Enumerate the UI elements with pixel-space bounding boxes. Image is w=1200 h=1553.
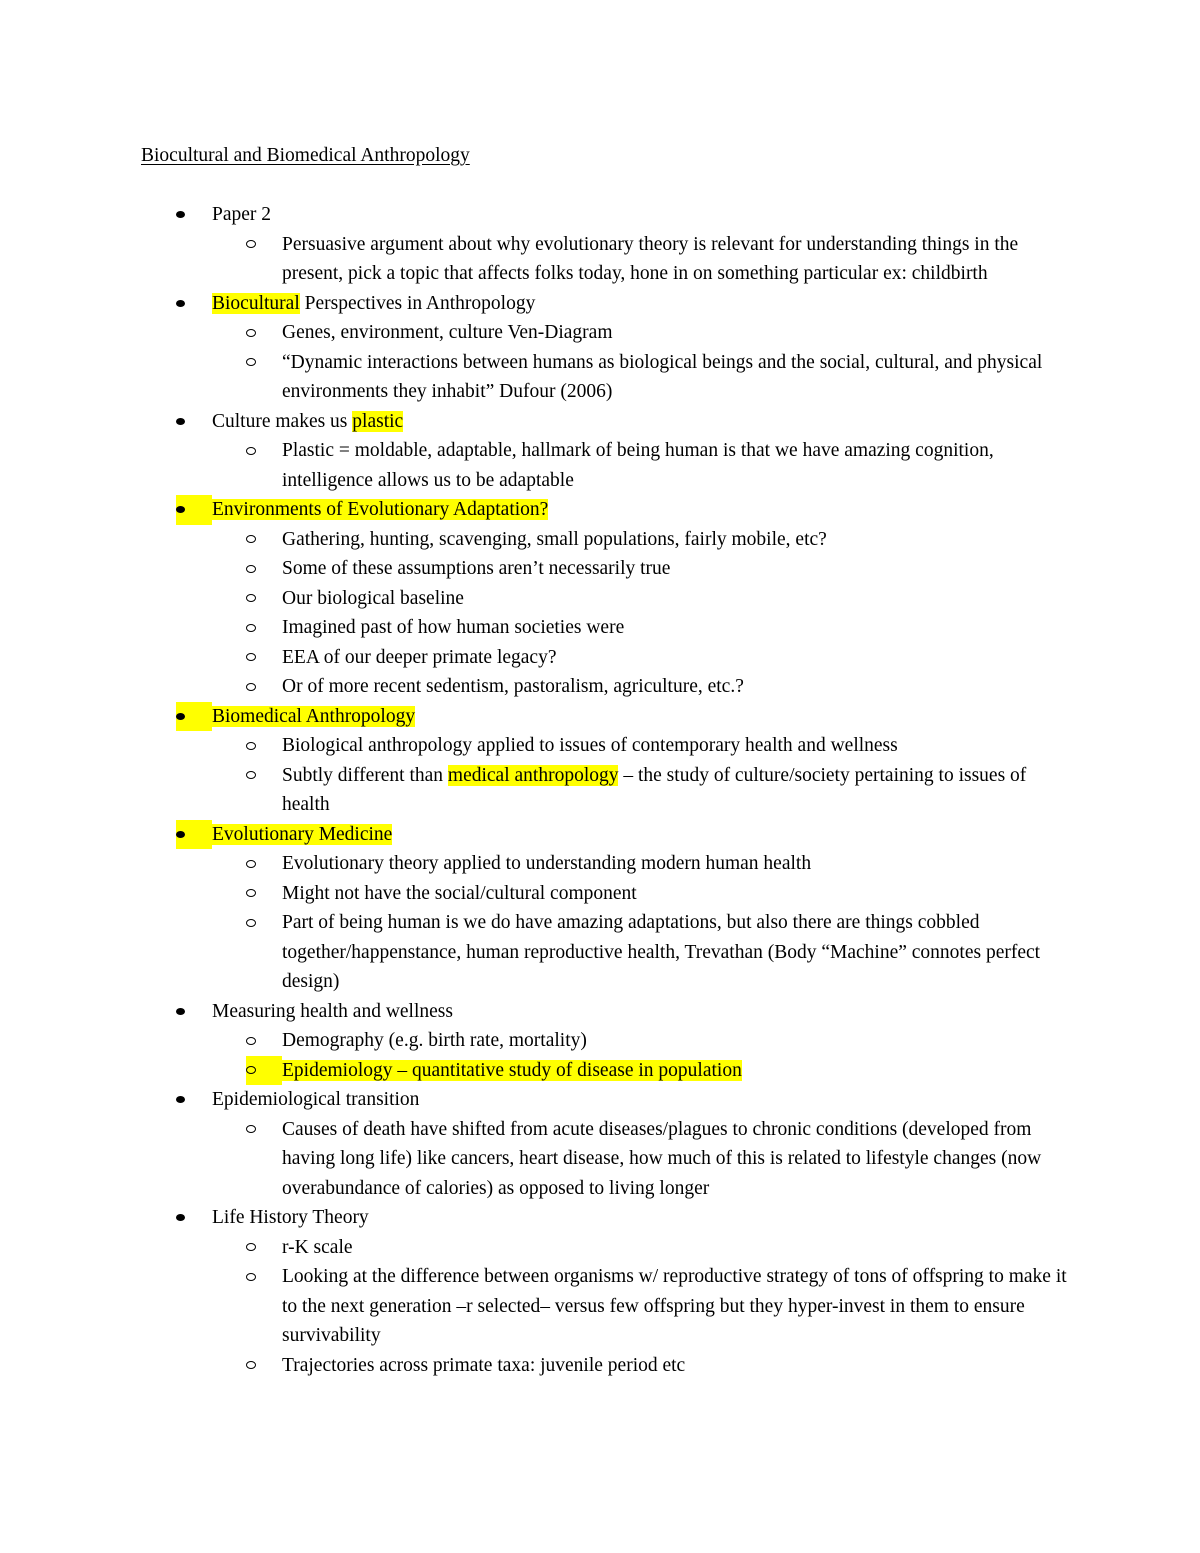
- item-text-part: Genes, environment, culture Ven-Diagram: [282, 322, 613, 343]
- bullet-disc-icon: [176, 495, 212, 525]
- bullet-disc-icon: [176, 997, 189, 1027]
- bullet-circle-icon: [246, 1233, 259, 1263]
- bullet-circle-icon: [246, 1026, 259, 1056]
- item-text: [282, 1355, 685, 1376]
- item-text-part: Looking at the difference between organisms w/ reproductive strategy of tons of offspring to make it to the next generation –r selected– versus few offspring but they hyper-invest in them to ensure survivability: [282, 1266, 1067, 1346]
- item-text: [282, 676, 744, 697]
- outline-subitem: [0, 1262, 1072, 1351]
- item-text: [282, 1237, 353, 1258]
- highlighted-term: medical anthropology: [447, 764, 619, 786]
- bullet-circle-icon: [246, 908, 259, 938]
- item-text-part: Plastic = moldable, adaptable, hallmark of being human is that we have amazing cognition, intelligence allows us to be adaptable: [282, 440, 994, 491]
- item-text: [282, 558, 670, 579]
- item-text-part: Demography (e.g. birth rate, mortality): [282, 1030, 587, 1051]
- outline-subitem: [0, 1115, 1072, 1204]
- outline-item: [0, 1203, 1072, 1233]
- outline-subitem: [0, 1351, 1072, 1381]
- outline-subitem: [0, 849, 1072, 879]
- item-text: [282, 617, 624, 638]
- item-text: [282, 322, 613, 343]
- item-text-part: Causes of death have shifted from acute diseases/plagues to chronic conditions (developed from having long life) like cancers, heart disease, how much of this is related to lifestyle changes (now overabundance of calories) as opposed to living longer: [282, 1118, 1042, 1199]
- item-text: [212, 499, 548, 520]
- bullet-circle-icon: [246, 643, 259, 673]
- item-text: [282, 765, 1026, 816]
- bullet-circle-icon: [246, 613, 259, 643]
- outline-item: [0, 200, 1072, 230]
- outline-subitem: [0, 348, 1072, 407]
- bullet-circle-icon: [246, 731, 259, 761]
- item-text-part: Evolutionary theory applied to understanding modern human health: [282, 853, 812, 874]
- bullet-disc-icon: [176, 200, 189, 230]
- item-text: [282, 1060, 742, 1081]
- outline-item: [0, 702, 1072, 732]
- item-text-part: Epidemiological transition: [212, 1089, 420, 1110]
- bullet-circle-icon: [246, 436, 259, 466]
- highlighted-term: plastic: [352, 410, 404, 432]
- bullet-disc-icon: [176, 702, 212, 732]
- highlighted-term: Environments of Evolutionary Adaptation?: [212, 499, 549, 520]
- item-text-part: Some of these assumptions aren’t necessarily true: [282, 558, 671, 579]
- item-text-part: EEA of our deeper primate legacy?: [282, 646, 557, 668]
- bullet-circle-icon: [246, 761, 259, 791]
- item-text: [282, 1030, 587, 1051]
- bullet-circle-icon: [246, 584, 259, 614]
- item-text-part: – quantitative study of disease in population: [392, 1059, 742, 1081]
- bullet-circle-icon: [246, 1351, 259, 1381]
- outline-item: [0, 997, 1072, 1027]
- item-text: [212, 1001, 453, 1022]
- item-text: [212, 824, 392, 845]
- item-text-part: Imagined past of how human societies were: [282, 617, 625, 638]
- item-text: [212, 1089, 419, 1110]
- bullet-circle-icon: [246, 1262, 259, 1292]
- outline-subitem: [0, 318, 1072, 348]
- bullet-circle-icon: [246, 1056, 282, 1086]
- outline-item: [0, 820, 1072, 850]
- item-text-part: “Dynamic interactions between humans as biological beings and the social, cultural, and physical environments they inhabit” Dufour (2006): [282, 351, 1043, 402]
- item-text: [282, 883, 637, 904]
- item-text: [282, 588, 464, 609]
- bullet-circle-icon: [246, 849, 259, 879]
- outline-subitem: [0, 1026, 1072, 1056]
- item-text-part: Culture makes us: [212, 410, 353, 432]
- item-text: [282, 234, 1018, 285]
- bullet-circle-icon: [246, 318, 259, 348]
- outline-subitem: [0, 761, 1072, 820]
- outline-subitem: [0, 554, 1072, 584]
- outline-subitem: [0, 1233, 1072, 1263]
- outline-subitem: [0, 436, 1072, 495]
- highlighted-term: Biocultural: [212, 292, 300, 314]
- item-text: [282, 440, 994, 491]
- outline-subitem: [0, 1056, 1072, 1086]
- bullet-circle-icon: [246, 879, 259, 909]
- item-text-part: Measuring health and wellness: [212, 1000, 453, 1022]
- item-text: [282, 647, 557, 668]
- item-text-part: Or of more recent sedentism, pastoralism, agriculture, etc.?: [282, 676, 744, 697]
- bullet-disc-icon: [176, 820, 212, 850]
- item-text-part: Might not have the social/cultural component: [282, 882, 637, 904]
- item-text: [282, 1266, 1067, 1346]
- bullet-disc-icon: [176, 289, 189, 319]
- item-text-part: Gathering, hunting, scavenging, small populations, fairly mobile, etc?: [282, 528, 827, 550]
- item-text-part: Perspectives in Anthropology: [299, 292, 536, 314]
- highlighted-term: Epidemiology: [282, 1059, 393, 1081]
- item-text: [282, 912, 1040, 992]
- item-text: [282, 853, 811, 874]
- item-text: [282, 352, 1042, 403]
- bullet-circle-icon: [246, 1115, 259, 1145]
- bullet-circle-icon: [246, 525, 259, 555]
- outline-subitem: [0, 230, 1072, 289]
- item-text: [282, 1119, 1041, 1199]
- item-text-part: Persuasive argument about why evolutionary theory is relevant for understanding things in the present, pick a topic that affects folks today, hone in on something particular ex: childbirth: [282, 233, 1019, 284]
- outline-subitem: [0, 731, 1072, 761]
- item-text-part: Life History Theory: [212, 1207, 369, 1228]
- highlighted-term: Evolutionary Medicine: [212, 823, 393, 845]
- item-text-part: – the study of culture/society pertaining to issues of health: [282, 764, 1027, 815]
- outline-subitem: [0, 879, 1072, 909]
- item-text-part: Paper 2: [212, 204, 272, 225]
- item-text-part: r-K scale: [282, 1236, 353, 1258]
- item-text: [212, 293, 535, 314]
- item-text: [212, 706, 415, 727]
- item-text: [282, 529, 827, 550]
- document-title: Biocultural and Biomedical Anthropology: [141, 145, 470, 166]
- item-text-part: Biological anthropology applied to issues of contemporary health and wellness: [282, 735, 898, 756]
- item-text: [212, 1207, 369, 1228]
- notes-outline: [0, 200, 1200, 1380]
- bullet-disc-icon: [176, 1085, 189, 1115]
- outline-subitem: [0, 643, 1072, 673]
- bullet-circle-icon: [246, 348, 259, 378]
- highlighted-term: Biomedical Anthropology: [212, 705, 416, 727]
- item-text-part: Subtly different than: [282, 764, 448, 786]
- bullet-circle-icon: [246, 672, 259, 702]
- outline-subitem: [0, 525, 1072, 555]
- outline-subitem: [0, 672, 1072, 702]
- item-text: [212, 411, 403, 432]
- item-text: [212, 204, 271, 225]
- item-text-part: Our biological baseline: [282, 587, 464, 609]
- bullet-disc-icon: [176, 407, 189, 437]
- outline-item: [0, 289, 1072, 319]
- bullet-circle-icon: [246, 554, 259, 584]
- outline-subitem: [0, 908, 1072, 997]
- item-text-part: Trajectories across primate taxa: juvenile period etc: [282, 1354, 686, 1376]
- bullet-disc-icon: [176, 1203, 189, 1233]
- bullet-circle-icon: [246, 230, 259, 260]
- item-text: [282, 735, 898, 756]
- outline-subitem: [0, 584, 1072, 614]
- outline-subitem: [0, 613, 1072, 643]
- outline-item: [0, 407, 1072, 437]
- outline-item: [0, 495, 1072, 525]
- outline-item: [0, 1085, 1072, 1115]
- item-text-part: Part of being human is we do have amazing adaptations, but also there are things cobbled together/happenstance, human reproductive health, Trevathan (Body “Machine” connotes perfect design): [282, 912, 1041, 992]
